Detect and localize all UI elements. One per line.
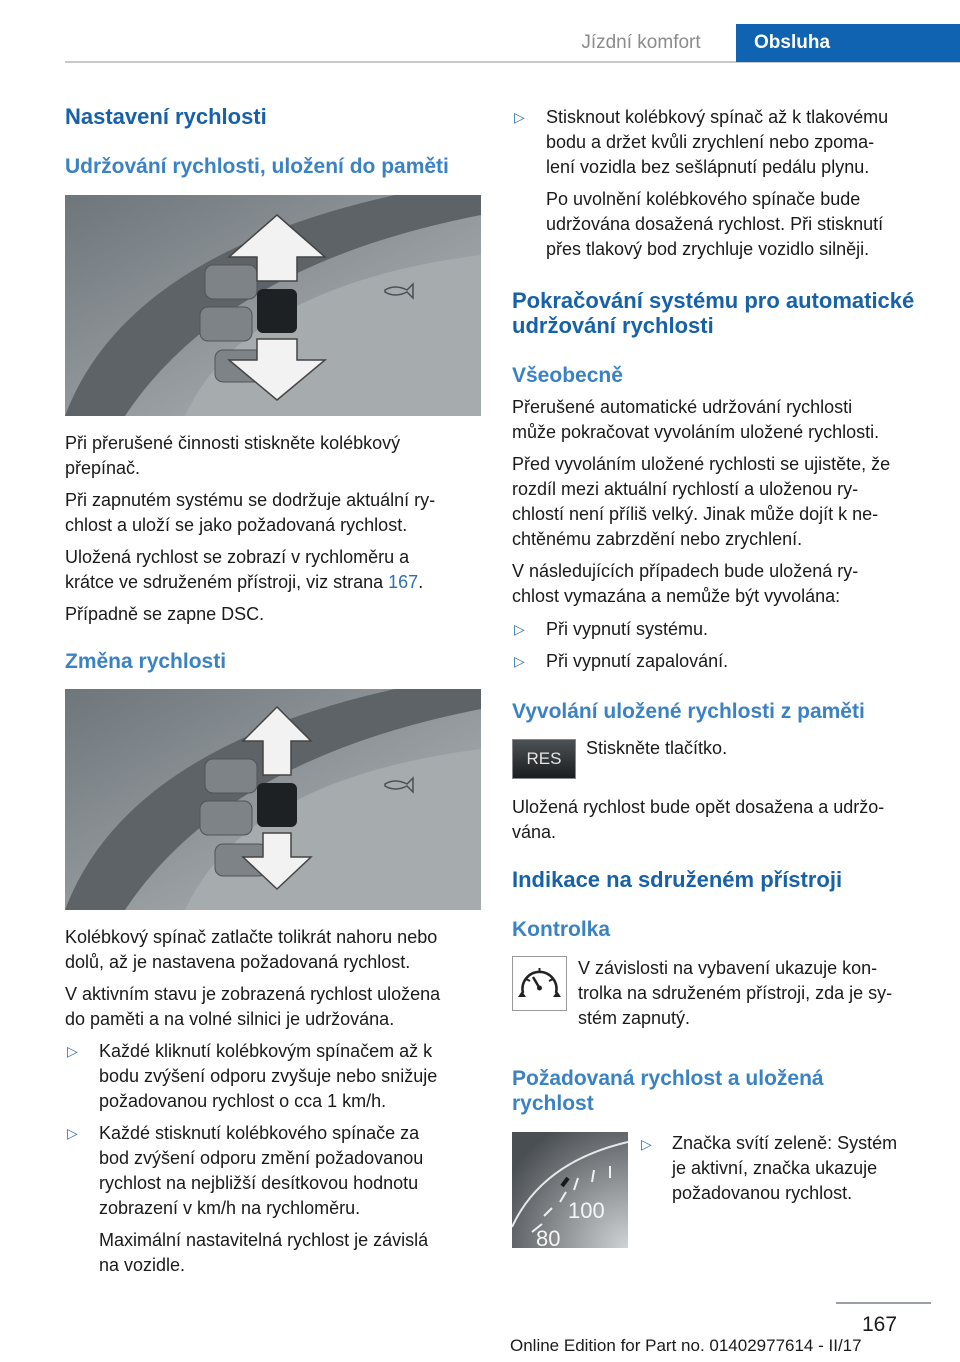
text-active-state-2: do paměti a na volné silnici je udržována. (65, 1009, 395, 1029)
text-stored-speed: Uložená rychlost bude opět dosažena a udržo‐ (512, 797, 885, 817)
bullet-2-line-2: bod zvýšení odporu změní požadovanou (99, 1148, 424, 1168)
bullet-3-note-3: přes tlakový bod zrychluje vozidlo silněji. (546, 239, 870, 259)
bullet-icon: ▷ (514, 621, 525, 637)
footer-line (836, 1302, 931, 1304)
speedo-label-100: 100 (568, 1198, 605, 1223)
bullet-2-line-1: Každé stisknutí kolébkového spínače za (99, 1123, 420, 1143)
heading-recall: Vyvolání uložené rychlosti z paměti (512, 700, 865, 723)
bullet-2-note-1: Maximální nastavitelná rychlost je závislá (99, 1230, 429, 1250)
page-number: 167 (862, 1313, 898, 1336)
heading-speed-setting: Nastavení rychlosti (65, 104, 267, 129)
heading-indicator: Kontrolka (512, 918, 611, 941)
bullet-system-off: Při vypnutí systému. (546, 619, 709, 639)
bullet-3-line-2: bodu a držet kvůli zrychlení nebo zpoma‐ (546, 132, 875, 152)
bullet-3-line-1: Stisknout kolébkový spínač až k tlakovému (546, 107, 889, 127)
footer-edition: Online Edition for Part no. 01402977614 - II/17 (510, 1336, 862, 1355)
heading-desired-1: Požadovaná rychlost a uložená (512, 1067, 824, 1090)
heading-general: Všeobecně (512, 364, 623, 387)
heading-display: Indikace na sdruženém přístroji (512, 867, 843, 892)
res-button-icon: RES (512, 739, 576, 779)
bullet-3-note-1: Po uvolnění kolébkového spínače bude (546, 189, 861, 209)
heading-change-speed: Změna rychlosti (65, 650, 227, 673)
heading-resume-2: udržování rychlosti (512, 313, 714, 338)
page-link-167[interactable]: 167 (388, 572, 419, 592)
bullet-3-note-2: udržována dosažená rychlost. Při stisknutí (546, 214, 884, 234)
bullet-icon: ▷ (514, 109, 525, 125)
bullet-green-2: je aktivní, značka ukazuje (672, 1158, 878, 1178)
text-indicator-2: trolka na sdruženém přístroji, zda je sy‐ (578, 983, 893, 1003)
bullet-icon: ▷ (67, 1125, 78, 1141)
bullet-2-note-2: na vozidle. (99, 1255, 186, 1275)
bullet-3-line-3: lení vozidla bez sešlápnutí pedálu plynu. (546, 157, 870, 177)
bullet-icon: ▷ (67, 1043, 78, 1059)
bullet-2-line-3: rychlost na nejbližší desítkovou hodnotu (99, 1173, 419, 1193)
text-general-3: V následujících případech bude uložená ry‐ (512, 561, 859, 581)
steering-wheel-image-1 (65, 195, 481, 416)
heading-resume-1: Pokračování systému pro automatické (512, 288, 915, 313)
text-active-speed-2: chlost a uloží se jako požadovaná rychlost. (65, 515, 408, 535)
text-general-2: Před vyvoláním uložené rychlosti se ujistěte, že (512, 454, 891, 474)
header-chapter-tab: Obsluha (736, 24, 960, 62)
text-period: . (418, 572, 424, 592)
text-indicator-1: V závislosti na vybavení ukazuje kon‐ (578, 958, 878, 978)
text-interrupted: Při přerušené činnosti stiskněte kolébkový (65, 433, 401, 453)
bullet-green-3: požadovanou rychlost. (672, 1183, 853, 1203)
text-displayed-speed: Uložená rychlost se zobrazí v rychloměru a (65, 547, 410, 567)
text-general-1: Přerušené automatické udržování rychlosti (512, 397, 853, 417)
bullet-1-line-3: požadovanou rychlost o cca 1 km/h. (99, 1091, 387, 1111)
bullet-2-line-4: zobrazení v km/h na rychloměru. (99, 1198, 361, 1218)
text-rocker-push-2: dolů, až je nastavena požadovaná rychlost. (65, 952, 411, 972)
bullet-green-1: Značka svítí zeleně: Systém (672, 1133, 898, 1153)
text-general-3b: chlost vymazána a nemůže být vyvolána: (512, 586, 841, 606)
text-general-2d: chtěnému zabrzdění nebo zrychlení. (512, 529, 803, 549)
bullet-1-line-2: bodu zvýšení odporu zvyšuje nebo snižuje (99, 1066, 438, 1086)
bullet-icon: ▷ (641, 1136, 652, 1152)
text-stored-speed-2: vána. (512, 822, 557, 842)
steering-wheel-image-2 (65, 689, 481, 910)
text-indicator-3: stém zapnutý. (578, 1008, 691, 1028)
speedo-label-80: 80 (536, 1226, 561, 1248)
speedometer-image (512, 1132, 628, 1248)
header-section: Jízdní komfort (581, 32, 701, 53)
text-general-1b: může pokračovat vyvoláním uložené rychlosti. (512, 422, 880, 442)
speedometer-icon (512, 956, 567, 1011)
text-interrupted-2: přepínač. (65, 458, 141, 478)
heading-desired-2: rychlost (512, 1092, 594, 1115)
text-general-2b: rozdíl mezi aktuální rychlostí a uloženou ry‐ (512, 479, 859, 499)
text-press-button: Stiskněte tlačítko. (586, 738, 728, 758)
text-displayed-speed-body: krátce ve sdruženém přístroji, viz strana (65, 572, 384, 592)
text-displayed-speed-2 (65, 570, 423, 595)
heading-store-speed: Udržování rychlosti, uložení do paměti (65, 155, 449, 178)
bullet-ignition-off: Při vypnutí zapalování. (546, 651, 729, 671)
text-active-state: V aktivním stavu je zobrazená rychlost uložena (65, 984, 441, 1004)
text-general-2c: chlostí není příliš velký. Jinak může dojít k ne‐ (512, 504, 879, 524)
bullet-icon: ▷ (514, 653, 525, 669)
text-dsc: Případně se zapne DSC. (65, 604, 265, 624)
text-rocker-push: Kolébkový spínač zatlačte tolikrát nahoru nebo (65, 927, 438, 947)
text-active-speed: Při zapnutém systému se dodržuje aktuální ry‐ (65, 490, 436, 510)
bullet-1-line-1: Každé kliknutí kolébkovým spínačem až k (99, 1041, 433, 1061)
